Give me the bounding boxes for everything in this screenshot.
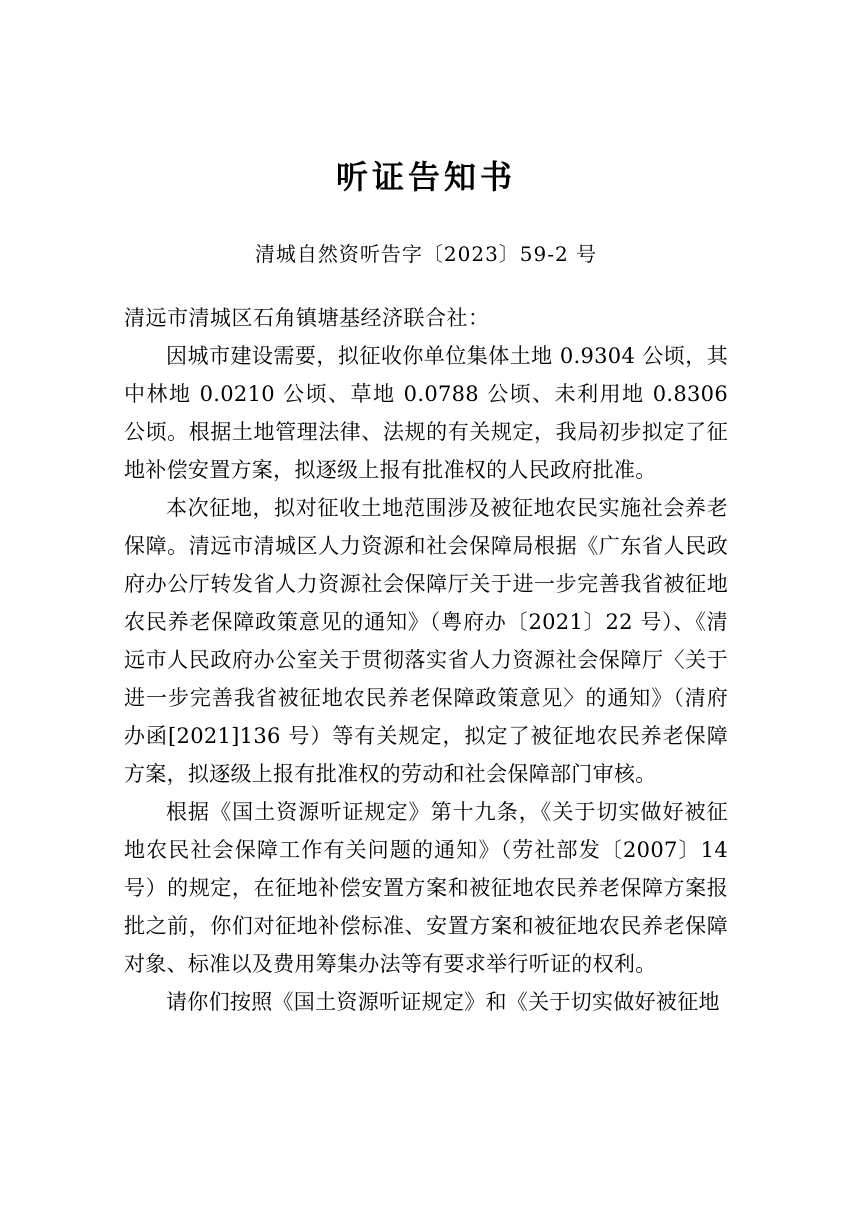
paragraph-social-security: 本次征地，拟对征收土地范围涉及被征地农民实施社会养老保障。清远市清城区人力资源和社会保障局根据《广东省人民政府办公厅转发省人力资源社会保障厅关于进一步完善我省被征地农民养老保障政策意见的通知》（粤府办〔2021〕22 号）、《清远市人民政府办公室关于贯彻落实省人力资源社会保障厅〈关于进一步完善我省被征地农民养老保障政策意见〉的通知》（清府办函[2021]136 号）等有关规定，拟定了被征地农民养老保障方案，拟逐级上报有批准权的劳动和社会保障部门审核。 [124,496,728,787]
paragraph-continued-next-page: 请你们按照《国土资源听证规定》和《关于切实做好被征地 [166,990,720,1015]
recipient-line: 清远市清城区石角镇塘基经济联合社： [124,306,490,331]
paragraph-land-acquisition: 因城市建设需要，拟征收你单位集体土地 0.9304 公顷，其中林地 0.0210 公顷、草地 0.0788 公顷、未利用地 0.8306 公顷。根据土地管理法律、法规的有关规定，我局初步拟定了征地补偿安置方案，拟逐级上报有批准权的人民政府批准。 [124,344,728,483]
page-title: 听证告知书 [335,158,516,196]
document-body [124,0,728,1021]
document-number: 清城自然资听告字〔2023〕59-2 号 [254,242,598,267]
paragraph-hearing-rights: 根据《国土资源听证规定》第十九条，《关于切实做好被征地农民社会保障工作有关问题的通知》（劳社部发〔2007〕14 号）的规定，在征地补偿安置方案和被征地农民养老保障方案报批之前，你们对征地补偿标准、安置方案和被征地农民养老保障对象、标准以及费用筹集办法等有要求举行听证的权利。 [124,800,728,977]
